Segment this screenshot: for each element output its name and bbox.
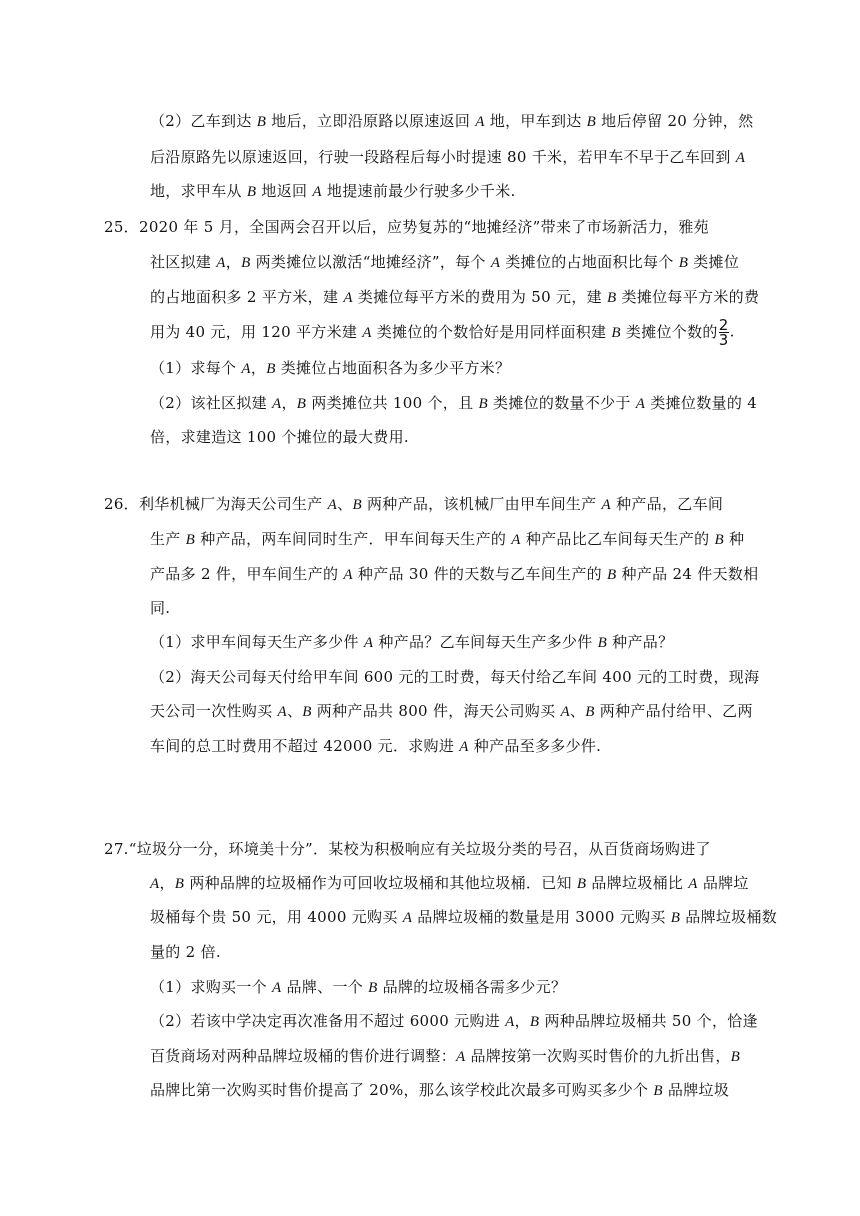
q27-line4: 量的 2 倍. xyxy=(150,943,221,961)
q25-line4-end: . xyxy=(729,322,735,341)
q26-line3: 产品多 2 件，甲车间生产的 A 种产品 30 件的天数与乙车间生产的 B 种产品 24 件天数相 xyxy=(150,565,759,583)
q25-line2: 社区拟建 A，B 两类摊位以激活“地摊经济”，每个 A 类摊位的占地面积比每个 B 类摊位 xyxy=(150,253,740,271)
q27-line2: A，B 两种品牌的垃圾桶作为可回收垃圾桶和其他垃圾桶．已知 B 品牌垃圾桶比 A 品牌垃 xyxy=(150,874,749,892)
q27-part2-line3: 品牌比第一次购买时售价提高了 20%，那么该学校此次最多可购买多少个 B 品牌垃圾 xyxy=(150,1081,730,1099)
q25-part1: （1）求每个 A，B 类摊位占地面积各为多少平方米？ xyxy=(150,359,511,377)
q26-part1: （1）求甲车间每天生产多少件 A 种产品？乙车间每天生产多少件 B 种产品？ xyxy=(150,633,674,651)
q25-part2-line1: （2）该社区拟建 A，B 两类摊位共 100 个，且 B 类摊位的数量不少于 A 类摊位数量的 4 xyxy=(150,394,758,412)
q26-line1: 26．利华机械厂为海天公司生产 A、B 两种产品，该机械厂由甲车间生产 A 种产品，乙车间 xyxy=(104,495,724,513)
q26-part2-line1: （2）海天公司每天付给甲车间 600 元的工时费，每天付给乙车间 400 元的工时费，现海 xyxy=(150,668,760,686)
q26-line2: 生产 B 种产品，两车间同时生产．甲车间每天生产的 A 种产品比乙车间每天生产的 B 种 xyxy=(150,530,745,548)
q25-line4 xyxy=(150,318,735,347)
q27-part2-line1: （2）若该中学决定再次准备用不超过 6000 元购进 A，B 两种品牌垃圾桶共 50 个，恰逢 xyxy=(150,1012,758,1030)
q25-part2-line2: 倍，求建造这 100 个摊位的最大费用. xyxy=(150,428,409,446)
q27-part1: （1）求购买一个 A 品牌、一个 B 品牌的垃圾桶各需多少元？ xyxy=(150,978,567,996)
q25-line4-text: 用为 40 元，用 120 平方米建 A 类摊位的个数恰好是用同样面积建 B 类摊位个数的 xyxy=(150,322,718,341)
q27-line3: 圾桶每个贵 50 元，用 4000 元购买 A 品牌垃圾桶的数量是用 3000 元购买 B 品牌垃圾桶数 xyxy=(150,908,778,926)
q24-part2-line3: 地，求甲车从 B 地返回 A 地提速前最少行驶多少千米. xyxy=(150,182,516,200)
q24-part2-line2: 后沿原路先以原速返回，行驶一段路程后每小时提速 80 千米，若甲车不早于乙车回到 A xyxy=(150,148,746,166)
q25-line3: 的占地面积多 2 平方米，建 A 类摊位每平方米的费用为 50 元，建 B 类摊位每平方米的费 xyxy=(150,288,760,306)
q26-line4: 同. xyxy=(150,599,171,617)
q25-line1: 25．2020 年 5 月，全国两会召开以后，应势复苏的“地摊经济”带来了市场新活力，雅苑 xyxy=(104,218,709,236)
q26-part2-line2: 天公司一次性购买 A、B 两种产品共 800 件，海天公司购买 A、B 两种产品付给甲、乙两 xyxy=(150,702,753,720)
q27-line1: 27.“垃圾分一分，环境美十分”．某校为积极响应有关垃圾分类的号召，从百货商场购进了 xyxy=(104,840,711,858)
fraction-numerator: 2 xyxy=(718,316,729,334)
q26-part2-line3: 车间的总工时费用不超过 42000 元．求购进 A 种产品至多多少件. xyxy=(150,737,602,755)
q24-part2-line1: （2）乙车到达 B 地后，立即沿原路以原速返回 A 地，甲车到达 B 地后停留 20 分钟，然 xyxy=(150,112,754,130)
q27-part2-line2: 百货商场对两种品牌垃圾桶的售价进行调整：A 品牌按第一次购买时售价的九折出售，B xyxy=(150,1047,741,1065)
fraction-denominator: 3 xyxy=(718,331,729,349)
fraction xyxy=(719,318,729,347)
